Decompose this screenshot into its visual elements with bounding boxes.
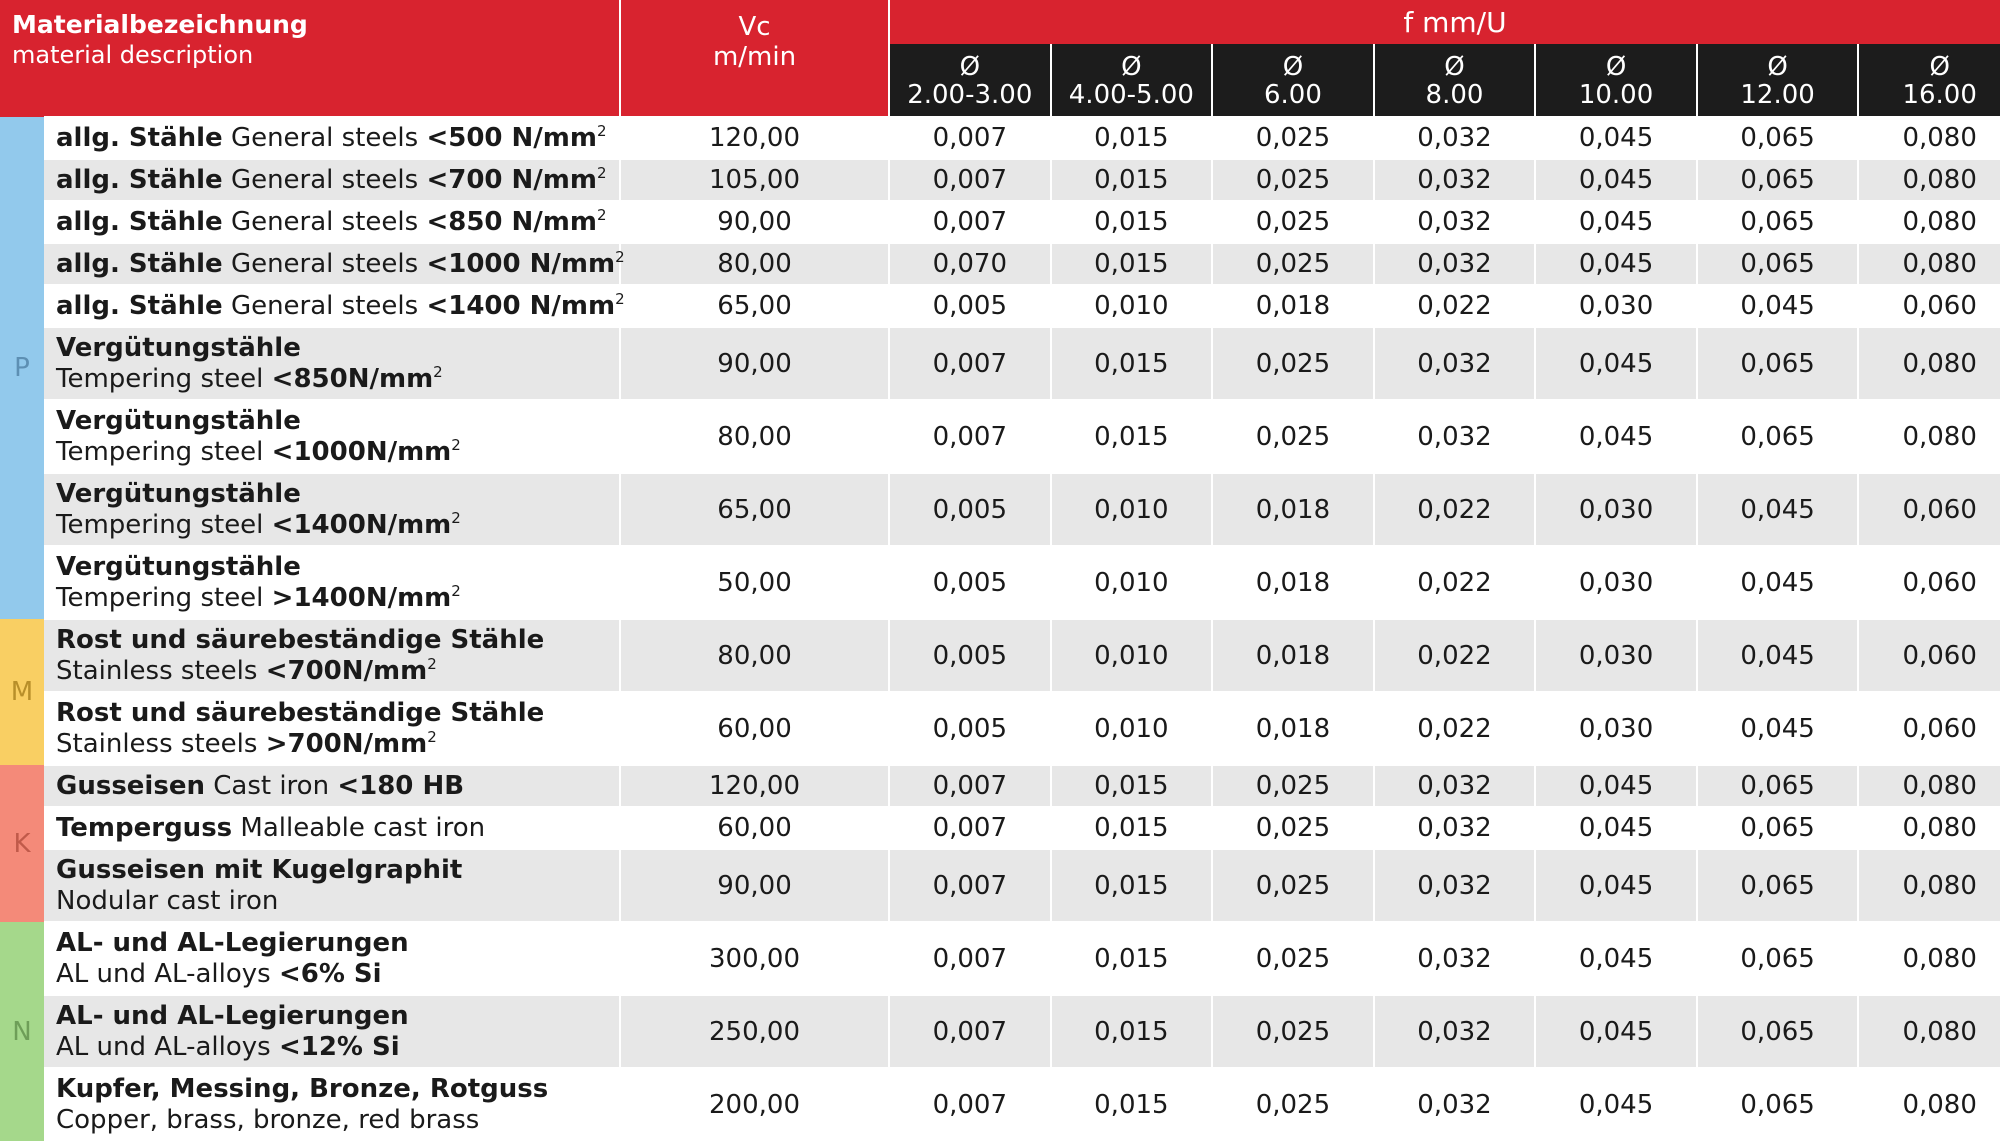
material-name-de: Temperguss: [56, 812, 233, 843]
feed-value: 0,065: [1697, 400, 1859, 473]
diameter-header: [1858, 44, 2000, 117]
feed-value: 0,045: [1535, 1068, 1697, 1141]
feed-value: 0,065: [1697, 807, 1859, 849]
feed-value: 0,015: [1051, 1068, 1213, 1141]
feed-value: 0,065: [1697, 995, 1859, 1068]
vc-value: 50,00: [620, 546, 889, 619]
material-description: [44, 117, 620, 159]
vc-value: 90,00: [620, 849, 889, 922]
material-subline: [56, 583, 619, 614]
vc-value: 90,00: [620, 327, 889, 400]
material-description: [44, 243, 625, 285]
material-spec: <700 N/mm: [426, 164, 597, 195]
feed-value: 0,080: [1858, 849, 2000, 922]
feed-value: 0,045: [1535, 922, 1697, 995]
vc-value: 120,00: [620, 117, 889, 159]
diameter-value: 12.00: [1740, 80, 1815, 110]
feed-value: 0,032: [1374, 327, 1536, 400]
feed-value: 0,030: [1535, 546, 1697, 619]
material-spec: <1400N/mm: [271, 509, 452, 540]
feed-value: 0,060: [1858, 473, 2000, 546]
vc-value: 80,00: [620, 400, 889, 473]
feed-value: 0,045: [1697, 285, 1859, 327]
material-name-en: General steels: [230, 164, 419, 195]
feed-value: 0,022: [1374, 285, 1536, 327]
material-name-de: allg. Stähle: [56, 248, 223, 279]
material-name-de: allg. Stähle: [56, 290, 223, 321]
feed-header: f mm/U: [889, 0, 2000, 44]
feed-value: 0,007: [889, 765, 1051, 807]
feed-value: 0,045: [1697, 692, 1859, 765]
material-name-en: Tempering steel: [56, 363, 264, 394]
feed-value: 0,025: [1212, 159, 1374, 201]
table-row: [0, 807, 2000, 849]
feed-value: 0,018: [1212, 619, 1374, 692]
diameter-symbol: Ø: [1605, 52, 1627, 82]
table-row: [0, 922, 2000, 995]
diameter-symbol: Ø: [1282, 52, 1304, 82]
material-group-k: K: [0, 765, 44, 922]
material-subline: [56, 510, 619, 541]
material-subline: [56, 729, 619, 760]
diameter-value: 10.00: [1578, 80, 1654, 110]
feed-value: 0,010: [1051, 692, 1213, 765]
feed-value: 0,032: [1374, 765, 1536, 807]
feed-value: 0,045: [1535, 243, 1697, 285]
feed-value: 0,015: [1051, 765, 1213, 807]
material-name-en: Tempering steel: [56, 436, 264, 467]
diameter-header: [1212, 44, 1374, 117]
material-spec-exponent: 2: [451, 581, 461, 600]
feed-value: 0,025: [1212, 1068, 1374, 1141]
material-spec: <850 N/mm: [426, 206, 597, 237]
table-row: [0, 995, 2000, 1068]
material-spec: <6% Si: [278, 958, 382, 989]
vc-value: 80,00: [620, 619, 889, 692]
table-row: [0, 849, 2000, 922]
material-name-de: allg. Stähle: [56, 122, 223, 153]
material-name-de: AL- und AL-Legierungen: [56, 1000, 409, 1031]
material-name-en: Copper, brass, bronze, red brass: [56, 1105, 480, 1135]
material-name-de: Rost und säurebeständige Stähle: [56, 697, 545, 728]
feed-value: 0,025: [1212, 807, 1374, 849]
material-name-en: AL und AL-alloys: [56, 1031, 271, 1062]
feed-value: 0,025: [1212, 400, 1374, 473]
feed-value: 0,007: [889, 1068, 1051, 1141]
feed-value: 0,045: [1535, 849, 1697, 922]
feed-value: 0,010: [1051, 546, 1213, 619]
material-name-de: Vergütungstähle: [56, 405, 301, 436]
feed-value: 0,080: [1858, 327, 2000, 400]
feed-value: 0,060: [1858, 692, 2000, 765]
material-name-en: Cast iron: [213, 770, 330, 801]
feed-value: 0,007: [889, 201, 1051, 243]
feed-value: 0,080: [1858, 765, 2000, 807]
material-description: [44, 807, 620, 849]
vc-header-unit: m/min: [712, 42, 797, 72]
diameter-header: [1051, 44, 1213, 117]
diameter-header: [1697, 44, 1859, 117]
feed-value: 0,007: [889, 117, 1051, 159]
feed-value: 0,045: [1535, 807, 1697, 849]
feed-value: 0,045: [1535, 995, 1697, 1068]
material-spec-exponent: 2: [433, 362, 443, 381]
feed-value: 0,080: [1858, 807, 2000, 849]
feed-value: 0,025: [1212, 201, 1374, 243]
feed-value: 0,045: [1535, 400, 1697, 473]
table-row: [0, 327, 2000, 400]
material-name-en: General steels: [230, 290, 419, 321]
material-name-de: allg. Stähle: [56, 206, 223, 237]
feed-value: 0,032: [1374, 807, 1536, 849]
material-group-n: N: [0, 922, 44, 1141]
material-group-m: M: [0, 619, 44, 765]
feed-value: 0,030: [1535, 285, 1697, 327]
material-subline: [56, 364, 619, 395]
material-spec-exponent: 2: [597, 121, 607, 140]
vc-value: 65,00: [620, 285, 889, 327]
material-name-de: Vergütungstähle: [56, 332, 301, 363]
feed-value: 0,015: [1051, 117, 1213, 159]
diameter-value: 4.00-5.00: [1068, 80, 1194, 110]
material-description: [44, 159, 620, 201]
material-name-de: Kupfer, Messing, Bronze, Rotguss: [56, 1074, 549, 1104]
material-name-de: Rost und säurebeständige Stähle: [56, 624, 545, 655]
feed-value: 0,007: [889, 995, 1051, 1068]
material-spec-exponent: 2: [451, 508, 461, 527]
feed-value: 0,032: [1374, 1068, 1536, 1141]
material-description: [44, 765, 620, 807]
material-description: [44, 201, 620, 243]
feed-value: 0,025: [1212, 327, 1374, 400]
vc-value: 120,00: [620, 765, 889, 807]
feed-value: 0,065: [1697, 765, 1859, 807]
feed-value: 0,005: [889, 619, 1051, 692]
material-spec-exponent: 2: [427, 654, 437, 673]
material-spec: <850N/mm: [271, 363, 434, 394]
material-name-de: AL- und AL-Legierungen: [56, 927, 409, 958]
material-spec-exponent: 2: [615, 247, 625, 266]
diameter-value: 16.00: [1902, 80, 1977, 110]
feed-value: 0,065: [1697, 327, 1859, 400]
feed-value: 0,005: [889, 692, 1051, 765]
feed-value: 0,022: [1374, 473, 1536, 546]
feed-value: 0,030: [1535, 473, 1697, 546]
feed-value: 0,022: [1374, 546, 1536, 619]
feed-value: 0,007: [889, 400, 1051, 473]
material-spec: <1400 N/mm: [426, 290, 616, 321]
feed-value: 0,080: [1858, 201, 2000, 243]
feed-value: 0,015: [1051, 849, 1213, 922]
feed-value: 0,015: [1051, 807, 1213, 849]
feed-value: 0,045: [1535, 765, 1697, 807]
material-name-en: Nodular cast iron: [56, 885, 279, 916]
material-description: [44, 473, 620, 546]
feed-value: 0,015: [1051, 201, 1213, 243]
material-subline: [56, 1032, 619, 1063]
feed-value: 0,030: [1535, 619, 1697, 692]
material-description: [44, 327, 620, 400]
diameter-value: 2.00-3.00: [907, 80, 1033, 110]
material-spec-exponent: 2: [451, 435, 461, 454]
feed-value: 0,010: [1051, 619, 1213, 692]
feed-value: 0,025: [1212, 849, 1374, 922]
feed-value: 0,045: [1697, 473, 1859, 546]
feed-value: 0,032: [1374, 849, 1536, 922]
feed-value: 0,032: [1374, 995, 1536, 1068]
table-row: [0, 400, 2000, 473]
table-row: [0, 1068, 2000, 1141]
material-name-en: Malleable cast iron: [240, 812, 486, 843]
vc-value: 300,00: [620, 922, 889, 995]
feed-value: 0,025: [1212, 243, 1374, 285]
material-spec: <1000N/mm: [271, 436, 452, 467]
feed-value: 0,018: [1212, 692, 1374, 765]
feed-value: 0,015: [1051, 159, 1213, 201]
vc-value: 65,00: [620, 473, 889, 546]
table-row: [0, 117, 2000, 159]
feed-value: 0,015: [1051, 327, 1213, 400]
material-description: [44, 922, 620, 995]
feed-value: 0,080: [1858, 243, 2000, 285]
table-row: [0, 692, 2000, 765]
material-name-de: allg. Stähle: [56, 164, 223, 195]
feed-value: 0,060: [1858, 619, 2000, 692]
feed-value: 0,010: [1051, 285, 1213, 327]
material-spec-exponent: 2: [427, 727, 437, 746]
material-description: [44, 1068, 620, 1141]
feed-value: 0,032: [1374, 117, 1536, 159]
feed-value: 0,022: [1374, 619, 1536, 692]
material-subline: [56, 886, 619, 917]
material-spec: >700N/mm: [265, 728, 428, 759]
diameter-header: [1374, 44, 1536, 117]
feed-value: 0,032: [1374, 201, 1536, 243]
table-row: [0, 765, 2000, 807]
feed-value: 0,080: [1858, 400, 2000, 473]
material-spec: <500 N/mm: [426, 122, 597, 153]
feed-value: 0,007: [889, 807, 1051, 849]
material-name-en: AL und AL-alloys: [56, 958, 271, 989]
vc-value: 60,00: [620, 692, 889, 765]
material-spec: <700N/mm: [265, 655, 428, 686]
diameter-value: 6.00: [1263, 80, 1322, 110]
material-group-p: P: [0, 117, 44, 619]
feed-value: 0,065: [1697, 922, 1859, 995]
feed-value: 0,045: [1535, 201, 1697, 243]
material-spec-exponent: 2: [597, 205, 607, 224]
feed-value: 0,060: [1858, 285, 2000, 327]
feed-value: 0,065: [1697, 201, 1859, 243]
feed-value: 0,015: [1051, 995, 1213, 1068]
material-header: [0, 0, 620, 117]
diameter-symbol: Ø: [959, 52, 981, 82]
feed-value: 0,015: [1051, 400, 1213, 473]
feed-value: 0,007: [889, 327, 1051, 400]
material-name-de: Gusseisen mit Kugelgraphit: [56, 854, 463, 885]
feed-value: 0,080: [1858, 159, 2000, 201]
material-name-en: Stainless steels: [56, 728, 258, 759]
feed-value: 0,045: [1697, 546, 1859, 619]
vc-value: 250,00: [620, 995, 889, 1068]
material-subline: [56, 656, 619, 687]
material-name-de: Vergütungstähle: [56, 551, 301, 582]
diameter-symbol: Ø: [1929, 52, 1950, 82]
feed-value: 0,007: [889, 849, 1051, 922]
vc-value: 90,00: [620, 201, 889, 243]
material-spec-exponent: 2: [597, 163, 607, 182]
feed-value: 0,032: [1374, 922, 1536, 995]
feed-value: 0,018: [1212, 285, 1374, 327]
feed-value: 0,045: [1535, 117, 1697, 159]
feed-value: 0,060: [1858, 546, 2000, 619]
feed-value: 0,025: [1212, 765, 1374, 807]
material-name-de: Vergütungstähle: [56, 478, 301, 509]
table-row: [0, 243, 2000, 285]
feed-value: 0,070: [889, 243, 1051, 285]
material-spec: <1000 N/mm: [426, 248, 616, 279]
vc-value: 200,00: [620, 1068, 889, 1141]
material-name-en: General steels: [230, 122, 419, 153]
material-name-en: General steels: [230, 206, 419, 237]
diameter-symbol: Ø: [1444, 52, 1465, 82]
material-spec: <180 HB: [337, 770, 465, 801]
material-header-en: material description: [12, 41, 254, 69]
material-subline: [56, 959, 619, 990]
material-name-en: Tempering steel: [56, 582, 264, 613]
feed-value: 0,025: [1212, 995, 1374, 1068]
material-name-de: Gusseisen: [56, 770, 205, 801]
feed-value: 0,018: [1212, 473, 1374, 546]
feed-value: 0,065: [1697, 159, 1859, 201]
material-name-en: General steels: [230, 248, 419, 279]
diameter-value: 8.00: [1425, 80, 1484, 110]
feed-value: 0,032: [1374, 243, 1536, 285]
feed-value: 0,018: [1212, 546, 1374, 619]
material-name-en: Stainless steels: [56, 655, 258, 686]
material-description: [44, 619, 620, 692]
material-description: [44, 692, 620, 765]
feed-value: 0,065: [1697, 117, 1859, 159]
material-subline: [56, 1105, 619, 1136]
material-description: [44, 995, 620, 1068]
material-description: [44, 849, 620, 922]
feed-value: 0,005: [889, 473, 1051, 546]
feed-value: 0,010: [1051, 473, 1213, 546]
vc-value: 80,00: [620, 243, 889, 285]
feed-value: 0,022: [1374, 692, 1536, 765]
feed-value: 0,080: [1858, 922, 2000, 995]
feed-value: 0,080: [1858, 117, 2000, 159]
feed-value: 0,065: [1697, 849, 1859, 922]
diameter-header: [1535, 44, 1697, 117]
table-row: [0, 619, 2000, 692]
feed-value: 0,007: [889, 922, 1051, 995]
feed-value: 0,080: [1858, 1068, 2000, 1141]
feed-value: 0,045: [1697, 619, 1859, 692]
material-spec: >1400N/mm: [271, 582, 452, 613]
feed-value: 0,065: [1697, 1068, 1859, 1141]
material-name-en: Tempering steel: [56, 509, 264, 540]
feed-value: 0,030: [1535, 692, 1697, 765]
vc-header-symbol: Vc: [738, 12, 771, 42]
feed-value: 0,015: [1051, 922, 1213, 995]
feed-value: 0,025: [1212, 922, 1374, 995]
table-row: [0, 473, 2000, 546]
feed-value: 0,045: [1535, 159, 1697, 201]
diameter-header: [889, 44, 1051, 117]
table-row: [0, 159, 2000, 201]
feed-value: 0,032: [1374, 159, 1536, 201]
feed-value: 0,025: [1212, 117, 1374, 159]
diameter-symbol: Ø: [1767, 52, 1788, 82]
table-row: [0, 285, 2000, 327]
material-spec-exponent: 2: [615, 289, 625, 308]
vc-value: 60,00: [620, 807, 889, 849]
feed-value: 0,005: [889, 546, 1051, 619]
vc-header: [620, 0, 889, 117]
material-subline: [56, 437, 619, 468]
feed-value: 0,032: [1374, 400, 1536, 473]
feed-value: 0,045: [1535, 327, 1697, 400]
vc-value: 105,00: [620, 159, 889, 201]
feed-value: 0,007: [889, 159, 1051, 201]
table-row: [0, 201, 2000, 243]
feed-value: 0,065: [1697, 243, 1859, 285]
feed-value: 0,005: [889, 285, 1051, 327]
material-description: [44, 546, 620, 619]
feed-value: 0,015: [1051, 243, 1213, 285]
material-description: [44, 285, 625, 327]
diameter-symbol: Ø: [1121, 52, 1142, 82]
feed-value: 0,080: [1858, 995, 2000, 1068]
material-header-de: Materialbezeichnung: [12, 10, 308, 39]
table-row: [0, 546, 2000, 619]
material-spec: <12% Si: [278, 1031, 400, 1062]
material-description: [44, 400, 620, 473]
